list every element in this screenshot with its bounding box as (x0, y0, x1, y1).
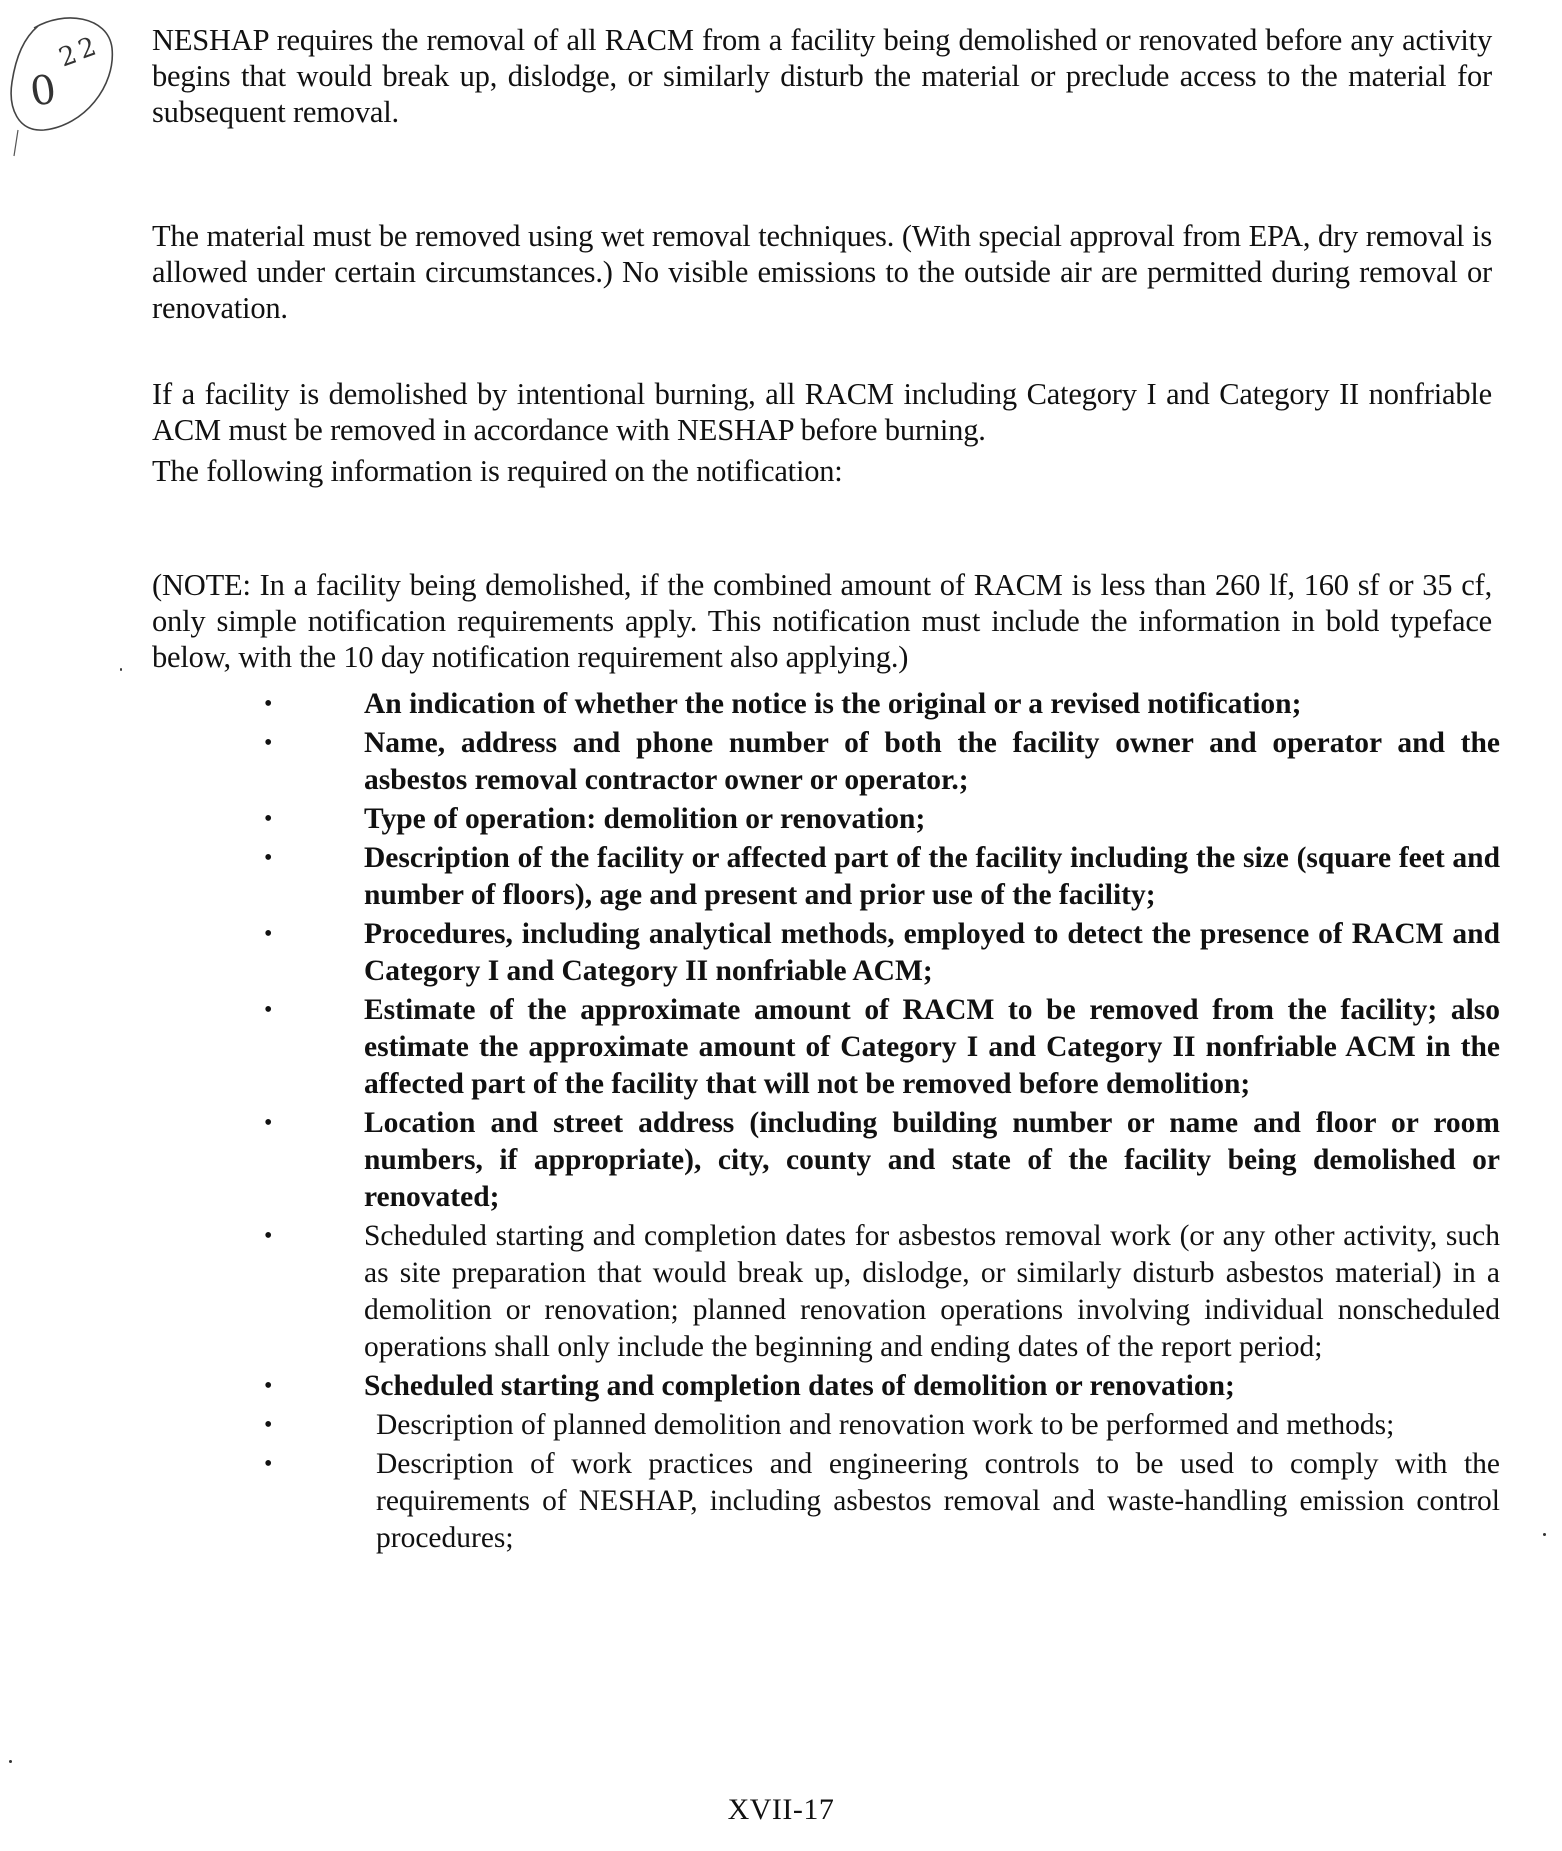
list-item-text: Description of work practices and engineering controls to be used to comply with the requirements of NESHAP, including asbestos removal and waste-handling emission control procedures; (376, 1448, 1500, 1554)
bullet-icon: • (264, 1223, 273, 1249)
list-item-text: Procedures, including analytical methods, employed to detect the presence of RACM and Category I and Category II nonfriable ACM; (364, 918, 1500, 987)
list-item (250, 725, 1500, 799)
bullet-icon: • (264, 997, 273, 1023)
bullet-icon: • (264, 1373, 273, 1399)
bullet-icon: • (264, 1451, 273, 1477)
list-item-text: Description of planned demolition and renovation work to be performed and methods; (376, 1409, 1395, 1441)
list-item-text: Type of operation: demolition or renovation; (364, 803, 926, 835)
list-item (250, 686, 1500, 723)
list-item (250, 1218, 1500, 1366)
handmark-glyph-2b: 2 (74, 31, 101, 66)
list-item (250, 992, 1500, 1103)
scan-speck (120, 668, 122, 671)
list-item-text: Description of the facility or affected part of the facility including the size (square feet and number of floors), age and present and prior use of the facility; (364, 842, 1500, 911)
notification-requirements-list (250, 686, 1500, 1559)
bullet-icon: • (264, 921, 273, 947)
bullet-icon: • (264, 806, 273, 832)
list-item-text: Scheduled starting and completion dates for asbestos removal work (or any other activity, such as site preparation that would break up, dislodge, or similarly disturb asbestos material) in a demolition or renovation; planned renovation operations involving individual nonscheduled operations shall only include the beginning and ending dates of the report period; (364, 1220, 1500, 1363)
bullet-icon: • (264, 691, 273, 717)
list-item (250, 840, 1500, 914)
bullet-icon: • (264, 1412, 273, 1438)
list-item (250, 1407, 1500, 1444)
list-item-text: Location and street address (including building number or name and floor or room numbers, if appropriate), city, county and state of the facility being demolished or renovated; (364, 1107, 1500, 1213)
list-item (250, 916, 1500, 990)
page-number: XVII-17 (727, 1793, 835, 1826)
bullet-icon: • (264, 1110, 273, 1136)
paragraph-intentional-burning: If a facility is demolished by intentional burning, all RACM including Category I and Category II nonfriable ACM must be removed in accordance with NESHAP before burning. (152, 377, 1492, 447)
list-item (250, 801, 1500, 838)
list-item-text: An indication of whether the notice is the original or a revised notification; (364, 688, 1302, 720)
paragraph-wet-removal: The material must be removed using wet removal techniques. (With special approval from EPA, dry removal is allowed under certain circumstances.) No visible emissions to the outside air are permitted during removal or renovation. (152, 219, 1492, 325)
list-item-text: Estimate of the approximate amount of RACM to be removed from the facility; also estimate the approximate amount of Category I and Category II nonfriable ACM in the affected part of the facility that will not be removed before demolition; (364, 994, 1500, 1100)
bullet-icon: • (264, 730, 273, 756)
list-item-text: Scheduled starting and completion dates of demolition or renovation; (364, 1370, 1235, 1402)
list-item (250, 1446, 1500, 1557)
handmark-glyph-0: 0 (27, 66, 59, 116)
paragraph-removal-requirement: NESHAP requires the removal of all RACM from a facility being demolished or renovated before any activity begins that would break up, dislodge, or similarly disturb the material or preclude access to the material for subsequent removal. (152, 23, 1492, 129)
handwritten-page-mark (4, 8, 116, 158)
list-item (250, 1105, 1500, 1216)
scan-speck (1543, 1533, 1546, 1536)
bullet-icon: • (264, 845, 273, 871)
list-item-text: Name, address and phone number of both the facility owner and operator and the asbestos removal contractor owner or operator.; (364, 727, 1500, 796)
handmark-glyph-2a: 2 (55, 39, 81, 74)
paragraph-note: (NOTE: In a facility being demolished, if the combined amount of RACM is less than 260 lf, 160 sf or 35 cf, only simple notification requirements apply. This notification must include the information in bold typeface below, with the 10 day notification requirement also applying.) (152, 568, 1492, 674)
paragraph-notification-intro: The following information is required on the notification: (152, 454, 843, 488)
list-item (250, 1368, 1500, 1405)
scan-speck (9, 1760, 12, 1763)
